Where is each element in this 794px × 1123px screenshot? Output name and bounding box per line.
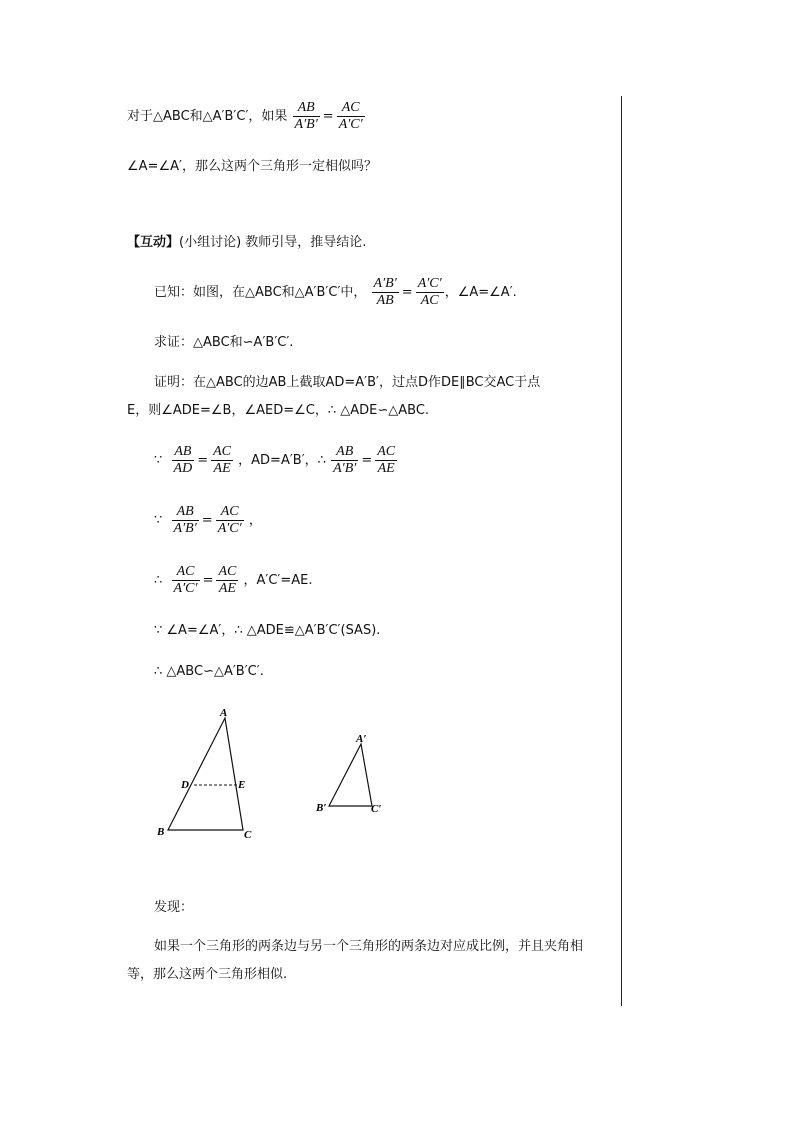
discovery-line-1: 如果一个三角形的两条边与另一个三角形的两条边对应成比例，并且夹角相 xyxy=(154,939,584,954)
triangle-abc xyxy=(156,707,252,841)
intro-text: 对于△ABC和△A′B′C′，如果 xyxy=(127,109,288,124)
given-fraction-1: $\frac{A'B'}{AB}$ xyxy=(373,276,397,308)
interaction-text: (小组讨论) 教师引导，推导结论. xyxy=(179,235,367,250)
discovery-label: 发现： xyxy=(154,900,194,915)
proof-line-2: E，则∠ADE=∠B，∠AED=∠C，∴ △ADE∽△ABC. xyxy=(127,403,430,418)
label-b-prime: B′ xyxy=(316,802,327,814)
intro-question: ∠A=∠A′，那么这两个三角形一定相似吗？ xyxy=(127,159,377,174)
given-suffix: ，∠A=∠A′. xyxy=(444,285,517,300)
given-line: 已知：如图，在△ABC和△A′B′C′中， $\frac{A'B'}{AB}$ = $\frac{A'C'}{AC}$ ，∠A=∠A′. xyxy=(154,276,517,308)
given-prefix: 已知：如图，在△ABC和△A′B′C′中， xyxy=(154,285,367,300)
label-a: A xyxy=(220,707,228,719)
label-a-prime: A′ xyxy=(356,733,367,745)
proof-step-5: ∴ △ABC∽△A′B′C′. xyxy=(154,664,264,679)
intro-fraction-1: $\frac{AB}{A'B'}$ xyxy=(294,100,318,132)
label-e: E xyxy=(238,779,246,791)
interaction-tag: 【互动】 xyxy=(127,235,180,250)
prove-line: 求证：△ABC和∽A′B′C′. xyxy=(154,335,294,350)
discovery-line-2: 等，那么这两个三角形相似. xyxy=(127,967,288,982)
given-fraction-2: $\frac{A'C'}{AC}$ xyxy=(417,276,442,308)
proof-line-1: 证明：在△ABC的边AB上截取AD=A′B′，过点D作DE∥BC交AC于点 xyxy=(154,375,541,390)
triangle-a-prime xyxy=(315,733,381,815)
label-b: B xyxy=(157,826,165,838)
proof-step-1: ∵ $\frac{AB}{AD}$ = $\frac{AC}{AE}$ ，AD=A′B′，∴ $\frac{AB}{A'B'}$ = $\frac{AC}{AE}$ xyxy=(154,444,396,476)
proof-step-4: ∵ ∠A=∠A′，∴ △ADE≌△A′B′C′(SAS). xyxy=(154,623,381,638)
label-c-prime: C′ xyxy=(371,803,382,815)
label-d: D xyxy=(181,779,189,791)
label-c: C xyxy=(244,829,252,841)
proof-step-2: ∵ $\frac{AB}{A'B'}$ = $\frac{AC}{A'C'}$ ， xyxy=(154,504,262,536)
intro-fraction-2: $\frac{AC}{A'C'}$ xyxy=(338,100,363,132)
proof-step-3: ∴ $\frac{AC}{A'C'}$ = $\frac{AC}{AE}$ ，A′C′=AE. xyxy=(154,564,313,596)
intro-line: 对于△ABC和△A′B′C′，如果 $\frac{AB}{A'B'}$ = $\frac{AC}{A'C'}$ xyxy=(127,100,363,132)
